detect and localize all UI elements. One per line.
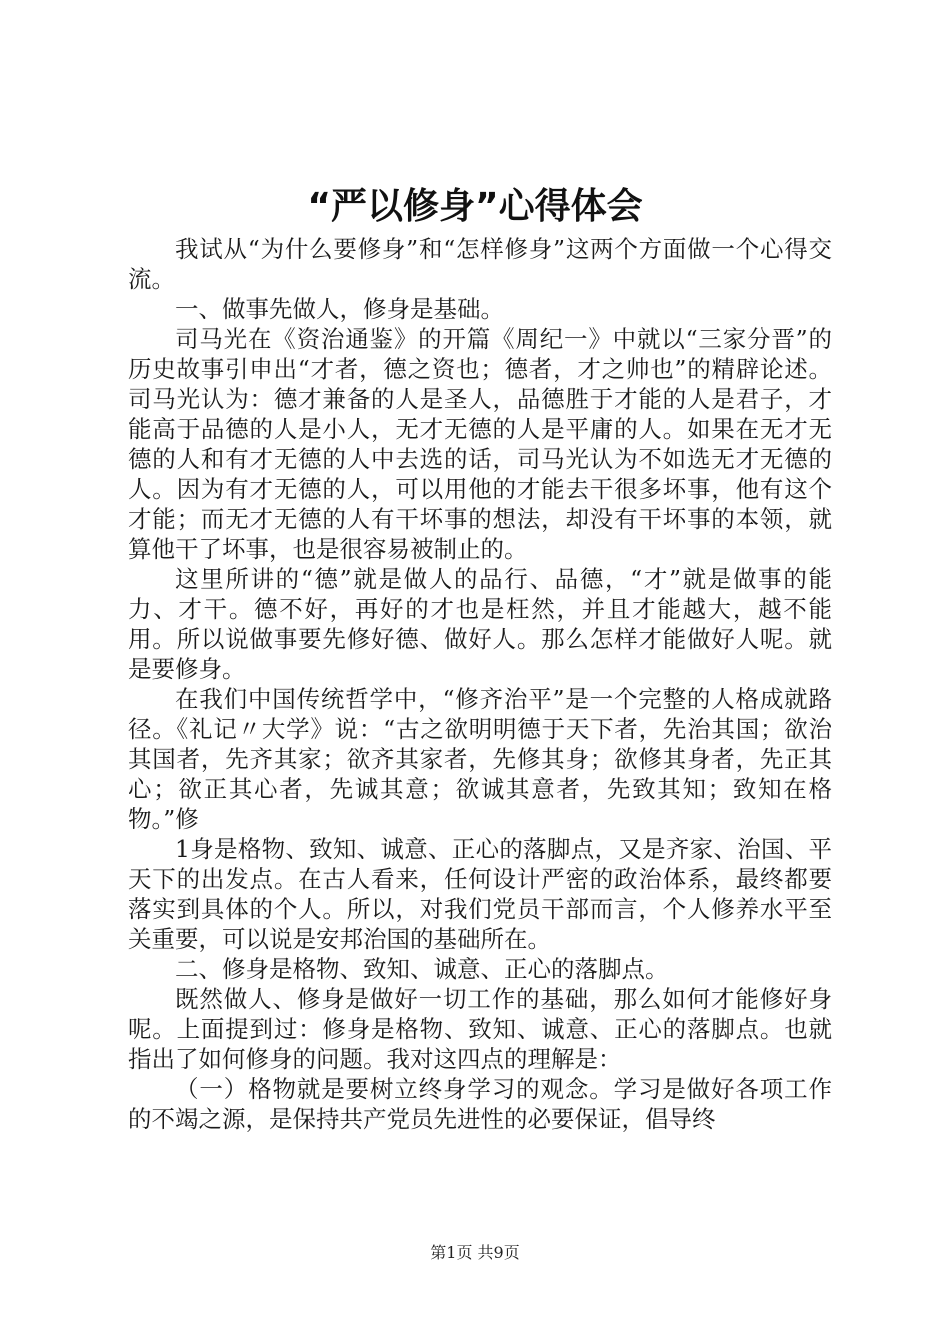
section-heading: 一、做事先做人，修身是基础。 <box>175 295 504 323</box>
paragraph: 司马光在《资治通鉴》的开篇《周纪一》中就以“三家分晋”的历史故事引申出“才者，德之资也；德者，才之帅也”的精辟论述。司马光认为：德才兼备的人是圣人，品德胜于才能的人是君子，才能高于品德的人是小人，无才无德的人是平庸的人。如果在无才无德的人和有才无德的人中去选的话，司马光认为不如选无才无德的人。因为有才无德的人，可以用他的才能去干很多坏事，他有这个才能；而无才无德的人有干坏事的想法，却没有干坏事的本领，就算他干了坏事，也是很容易被制止的。 <box>128 325 832 563</box>
paragraph: （一）格物就是要树立终身学习的观念。学习是做好各项工作的不竭之源，是保持共产党员先进性的必要保证，倡导终 <box>128 1075 832 1133</box>
paragraph: 既然做人、修身是做好一切工作的基础，那么如何才能修好身呢。上面提到过：修身是格物、致知、诚意、正心的落脚点。也就指出了如何修身的问题。我对这四点的理解是： <box>128 985 832 1073</box>
section-heading: 二、修身是格物、致知、诚意、正心的落脚点。 <box>175 955 669 983</box>
paragraph: 这里所讲的“德”就是做人的品行、品德，“才”就是做事的能力、才干。德不好，再好的才也是枉然，并且才能越大，越不能用。所以说做事要先修好德、做好人。那么怎样才能做好人呢。就是要修身。 <box>128 565 832 683</box>
page-number: 第1页 共9页 <box>430 1243 520 1262</box>
document-body <box>128 234 832 1134</box>
paragraph: 我试从“为什么要修身”和“怎样修身”这两个方面做一个心得交流。 <box>128 235 832 293</box>
paragraph: 1身是格物、致知、诚意、正心的落脚点，又是齐家、治国、平天下的出发点。在古人看来，任何设计严密的政治体系，最终都要落实到具体的个人。所以，对我们党员干部而言，个人修养水平至关重要，可以说是安邦治国的基础所在。 <box>128 835 832 953</box>
paragraph: 在我们中国传统哲学中，“修齐治平”是一个完整的人格成就路径。《礼记〃大学》说：“古之欲明明德于天下者，先治其国；欲治其国者，先齐其家；欲齐其家者，先修其身；欲修其身者，先正其心；欲正其心者，先诚其意；欲诚其意者，先致其知；致知在格物。”修 <box>128 685 832 833</box>
document-title: “严以修身”心得体会 <box>307 186 643 227</box>
